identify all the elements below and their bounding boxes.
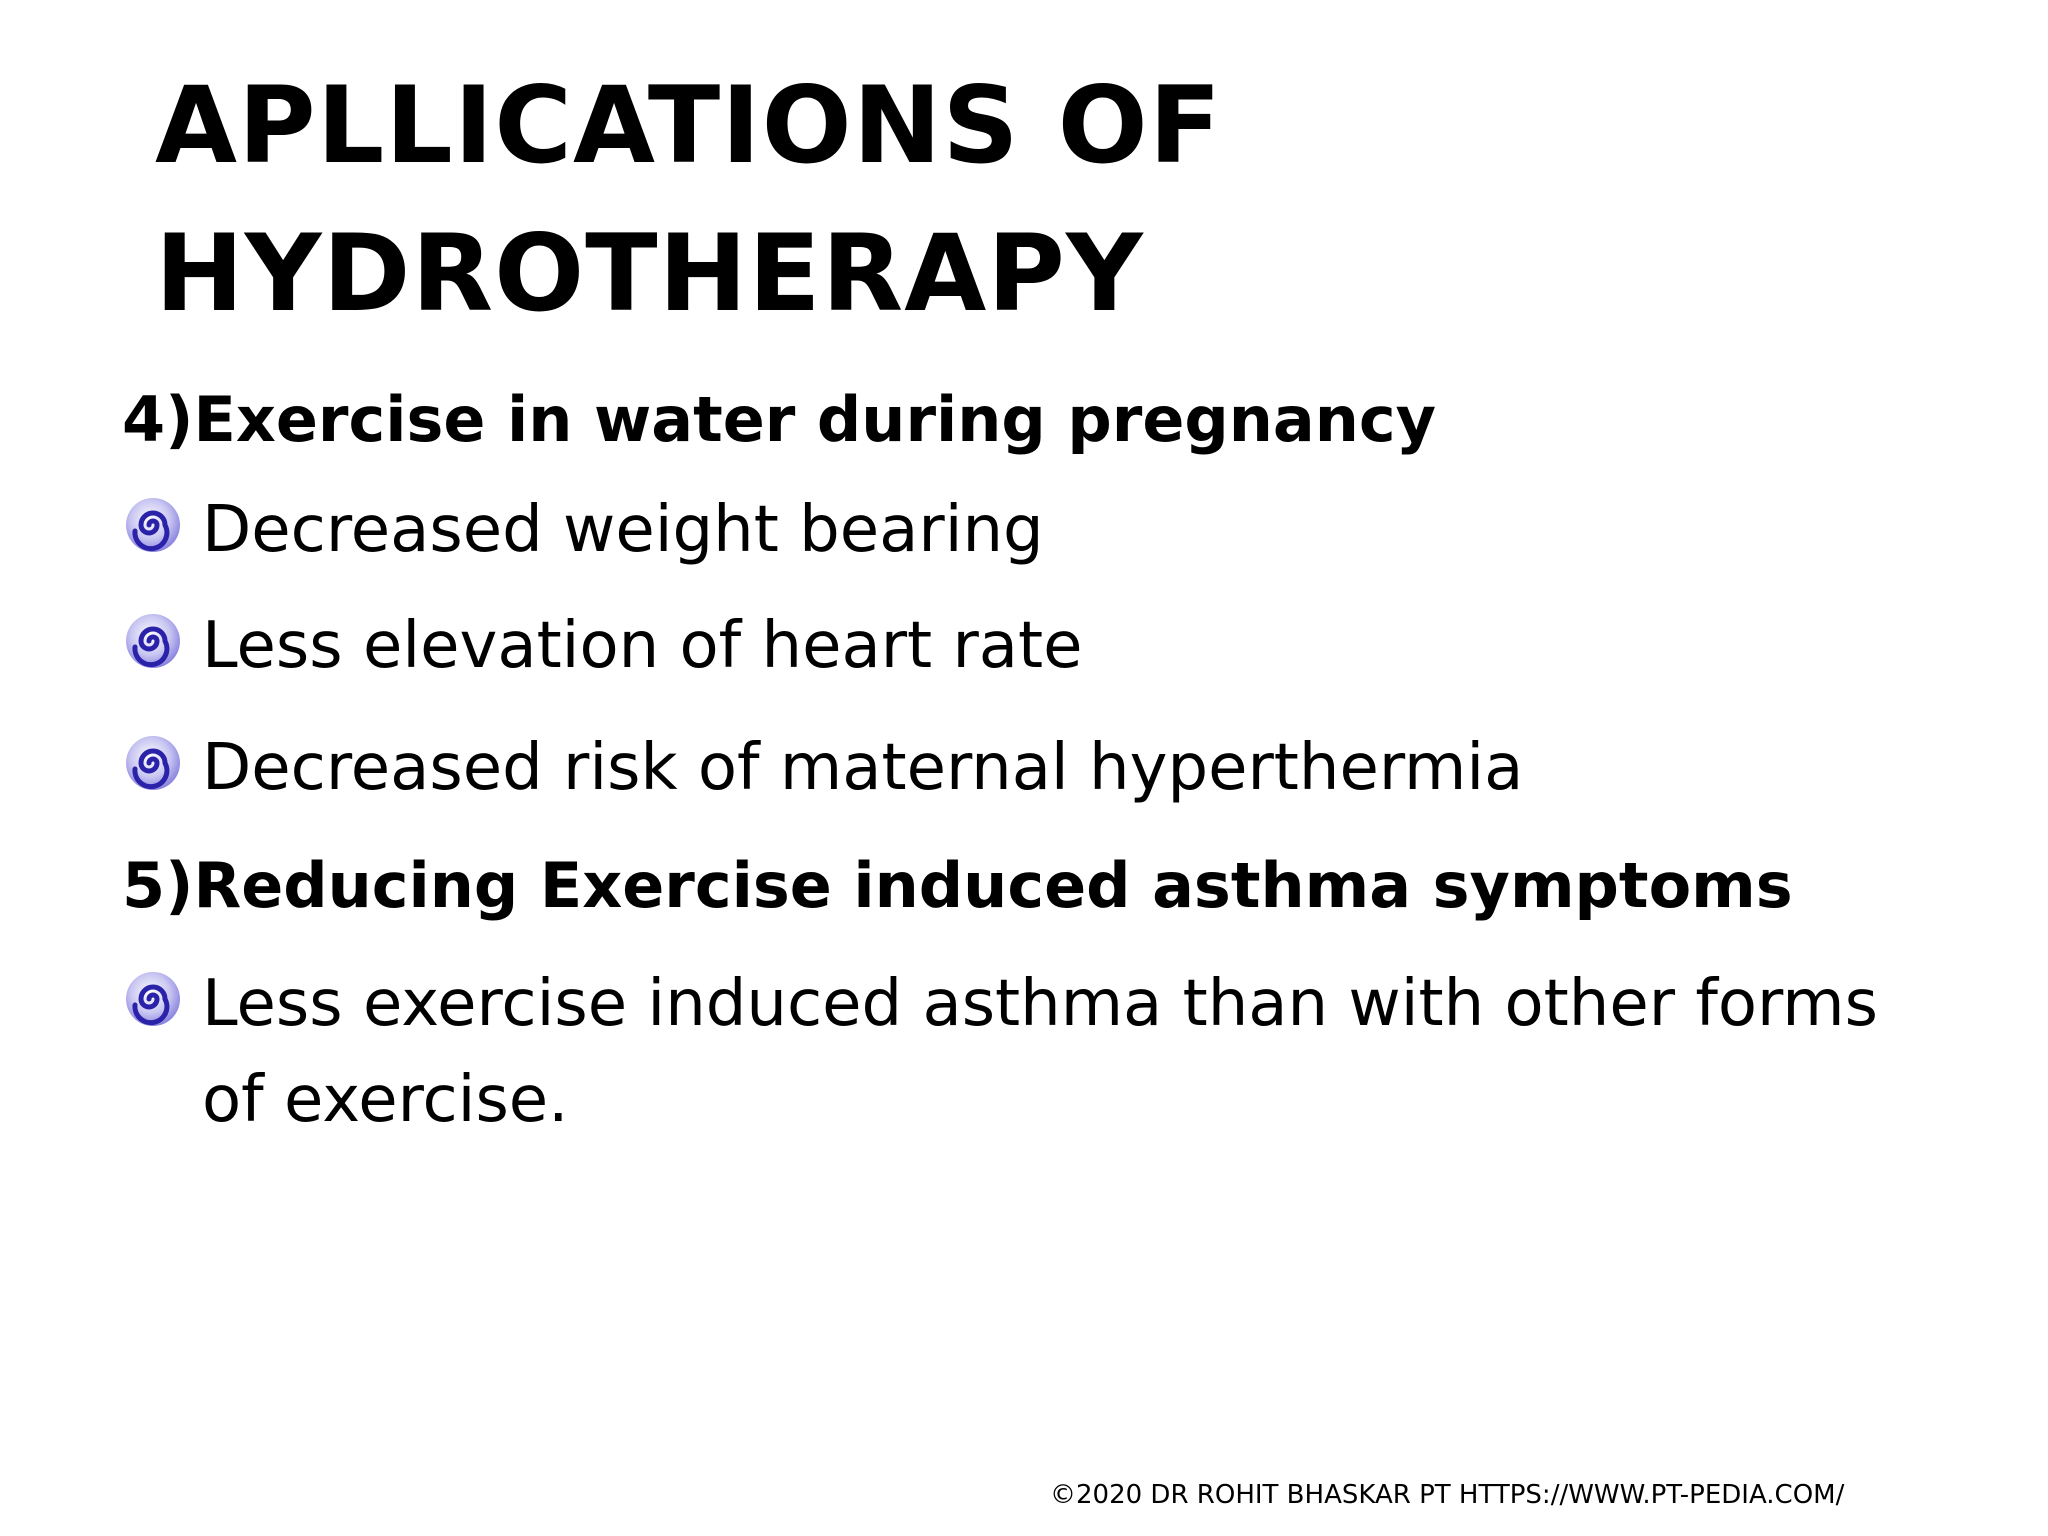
footer-copyright: ©2020 DR ROHIT BHASKAR PT HTTPS://WWW.PT-PEDIA.COM/ xyxy=(1050,1480,1845,1510)
list-item-text: Less elevation of heart rate xyxy=(202,609,1083,683)
section-heading-asthma: 5)Reducing Exercise induced asthma symptoms xyxy=(122,849,1793,922)
spiral-bullet-icon xyxy=(122,610,184,672)
list-item-text xyxy=(202,956,1878,1148)
list-item-text-line-2: of exercise. xyxy=(202,1063,569,1137)
list-item xyxy=(122,720,1523,816)
list-item xyxy=(122,598,1082,694)
spiral-bullet-icon xyxy=(122,732,184,794)
list-item-text: Decreased risk of maternal hyperthermia xyxy=(202,731,1524,805)
spiral-bullet-icon xyxy=(122,968,184,1030)
slide-title xyxy=(155,52,1222,348)
section-heading-pregnancy: 4)Exercise in water during pregnancy xyxy=(122,383,1437,456)
slide-title-line-1: APLLICATIONS OF xyxy=(155,64,1223,187)
list-item-text-line-1: Less exercise induced asthma than with other forms xyxy=(202,967,1878,1041)
list-item xyxy=(122,956,1878,1148)
list-item-text: Decreased weight bearing xyxy=(202,493,1044,567)
list-item xyxy=(122,482,1044,578)
slide-title-line-2: HYDROTHERAPY xyxy=(155,212,1144,335)
spiral-bullet-icon xyxy=(122,494,184,556)
